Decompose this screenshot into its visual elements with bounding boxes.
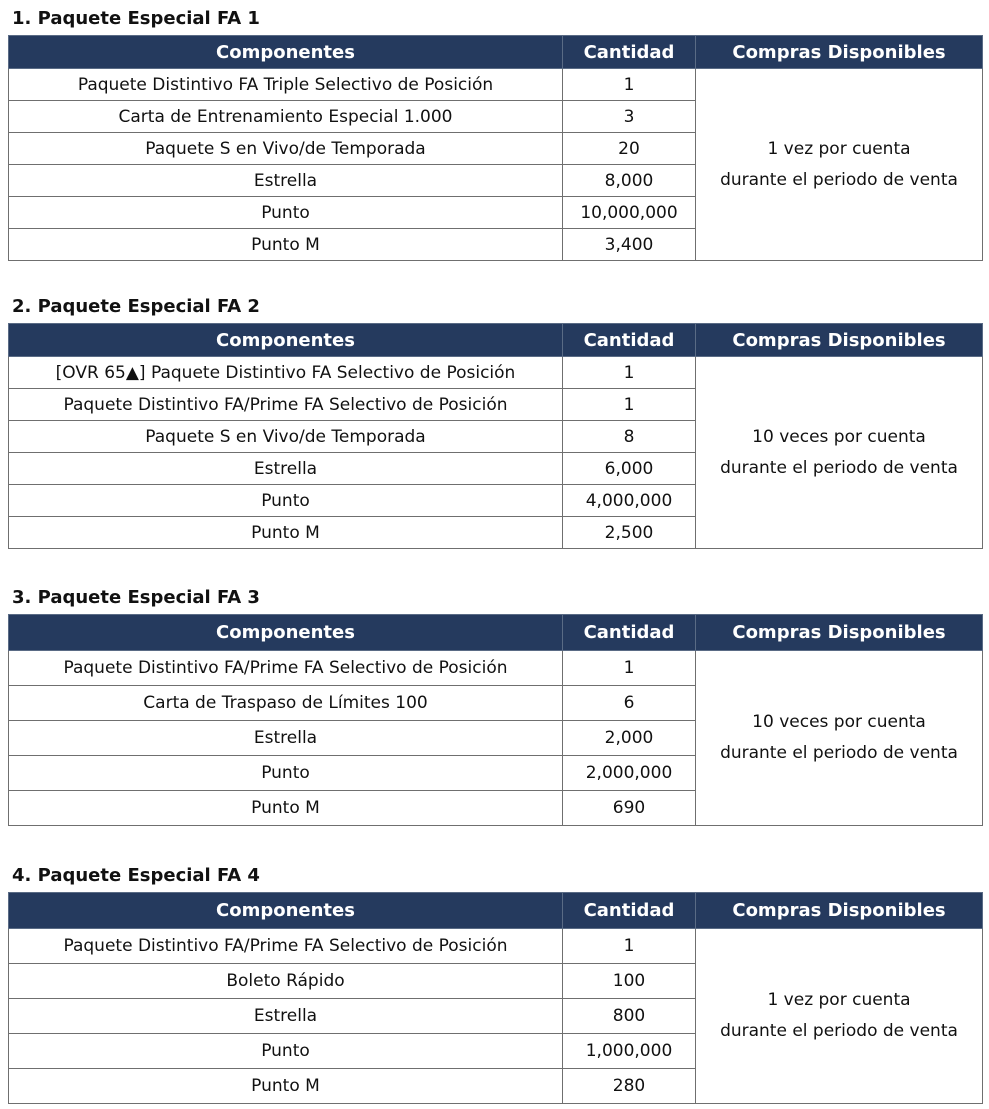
quantity-cell: 1 <box>563 389 696 421</box>
header-components: Componentes <box>9 324 563 357</box>
header-quantity: Cantidad <box>563 36 696 69</box>
component-cell: Punto <box>9 197 563 229</box>
quantity-cell: 2,000,000 <box>563 756 696 791</box>
quantity-cell: 2,000 <box>563 721 696 756</box>
component-cell: Punto <box>9 756 563 791</box>
quantity-cell: 10,000,000 <box>563 197 696 229</box>
component-cell: Punto <box>9 1034 563 1069</box>
quantity-cell: 4,000,000 <box>563 485 696 517</box>
package-table <box>8 614 983 826</box>
component-cell: Punto M <box>9 1069 563 1104</box>
section-title: 2. Paquete Especial FA 2 <box>12 296 260 317</box>
header-availability: Compras Disponibles <box>696 615 983 651</box>
table-header-row <box>9 893 983 929</box>
availability-line-2: durante el periodo de venta <box>720 457 958 478</box>
component-cell: Carta de Traspaso de Límites 100 <box>9 686 563 721</box>
header-components: Componentes <box>9 36 563 69</box>
availability-line-2: durante el periodo de venta <box>720 743 958 763</box>
component-cell: Punto <box>9 485 563 517</box>
section-title: 4. Paquete Especial FA 4 <box>12 865 260 886</box>
quantity-cell: 1,000,000 <box>563 1034 696 1069</box>
component-cell: Estrella <box>9 165 563 197</box>
component-cell: [OVR 65▲] Paquete Distintivo FA Selectivo de Posición <box>9 357 563 389</box>
component-cell: Paquete S en Vivo/de Temporada <box>9 421 563 453</box>
component-cell: Punto M <box>9 229 563 261</box>
quantity-cell: 8 <box>563 421 696 453</box>
availability-line-1: 1 vez por cuenta <box>767 990 911 1010</box>
quantity-cell: 20 <box>563 133 696 165</box>
component-cell: Estrella <box>9 721 563 756</box>
component-cell: Estrella <box>9 999 563 1034</box>
availability-line-1: 1 vez por cuenta <box>767 138 911 159</box>
table-header-row <box>9 324 983 357</box>
quantity-cell: 6 <box>563 686 696 721</box>
availability-line-1: 10 veces por cuenta <box>752 426 926 447</box>
table-row <box>9 357 983 389</box>
header-components: Componentes <box>9 615 563 651</box>
package-table <box>8 35 983 261</box>
availability-cell <box>696 357 983 549</box>
quantity-cell: 1 <box>563 69 696 101</box>
component-cell: Punto M <box>9 517 563 549</box>
availability-line-2: durante el periodo de venta <box>720 1021 958 1041</box>
quantity-cell: 100 <box>563 964 696 999</box>
component-cell: Paquete Distintivo FA Triple Selectivo de Posición <box>9 69 563 101</box>
table-row <box>9 651 983 686</box>
quantity-cell: 1 <box>563 929 696 964</box>
quantity-cell: 690 <box>563 791 696 826</box>
quantity-cell: 3,400 <box>563 229 696 261</box>
component-cell: Paquete S en Vivo/de Temporada <box>9 133 563 165</box>
quantity-cell: 1 <box>563 357 696 389</box>
quantity-cell: 280 <box>563 1069 696 1104</box>
availability-cell <box>696 651 983 826</box>
section-title: 3. Paquete Especial FA 3 <box>12 587 260 608</box>
table-row <box>9 69 983 101</box>
header-quantity: Cantidad <box>563 893 696 929</box>
section-title: 1. Paquete Especial FA 1 <box>12 8 260 29</box>
availability-line-2: durante el periodo de venta <box>720 169 958 190</box>
package-table <box>8 323 983 549</box>
table-header-row <box>9 615 983 651</box>
component-cell: Paquete Distintivo FA/Prime FA Selectivo de Posición <box>9 929 563 964</box>
quantity-cell: 3 <box>563 101 696 133</box>
availability-cell <box>696 929 983 1104</box>
component-cell: Paquete Distintivo FA/Prime FA Selectivo de Posición <box>9 651 563 686</box>
availability-cell <box>696 69 983 261</box>
component-cell: Carta de Entrenamiento Especial 1.000 <box>9 101 563 133</box>
table-row <box>9 929 983 964</box>
quantity-cell: 2,500 <box>563 517 696 549</box>
header-quantity: Cantidad <box>563 324 696 357</box>
package-table <box>8 892 983 1104</box>
component-cell: Boleto Rápido <box>9 964 563 999</box>
quantity-cell: 1 <box>563 651 696 686</box>
component-cell: Paquete Distintivo FA/Prime FA Selectivo de Posición <box>9 389 563 421</box>
component-cell: Estrella <box>9 453 563 485</box>
header-availability: Compras Disponibles <box>696 893 983 929</box>
header-components: Componentes <box>9 893 563 929</box>
header-availability: Compras Disponibles <box>696 36 983 69</box>
header-quantity: Cantidad <box>563 615 696 651</box>
quantity-cell: 8,000 <box>563 165 696 197</box>
quantity-cell: 800 <box>563 999 696 1034</box>
availability-line-1: 10 veces por cuenta <box>752 712 926 732</box>
component-cell: Punto M <box>9 791 563 826</box>
table-header-row <box>9 36 983 69</box>
header-availability: Compras Disponibles <box>696 324 983 357</box>
quantity-cell: 6,000 <box>563 453 696 485</box>
